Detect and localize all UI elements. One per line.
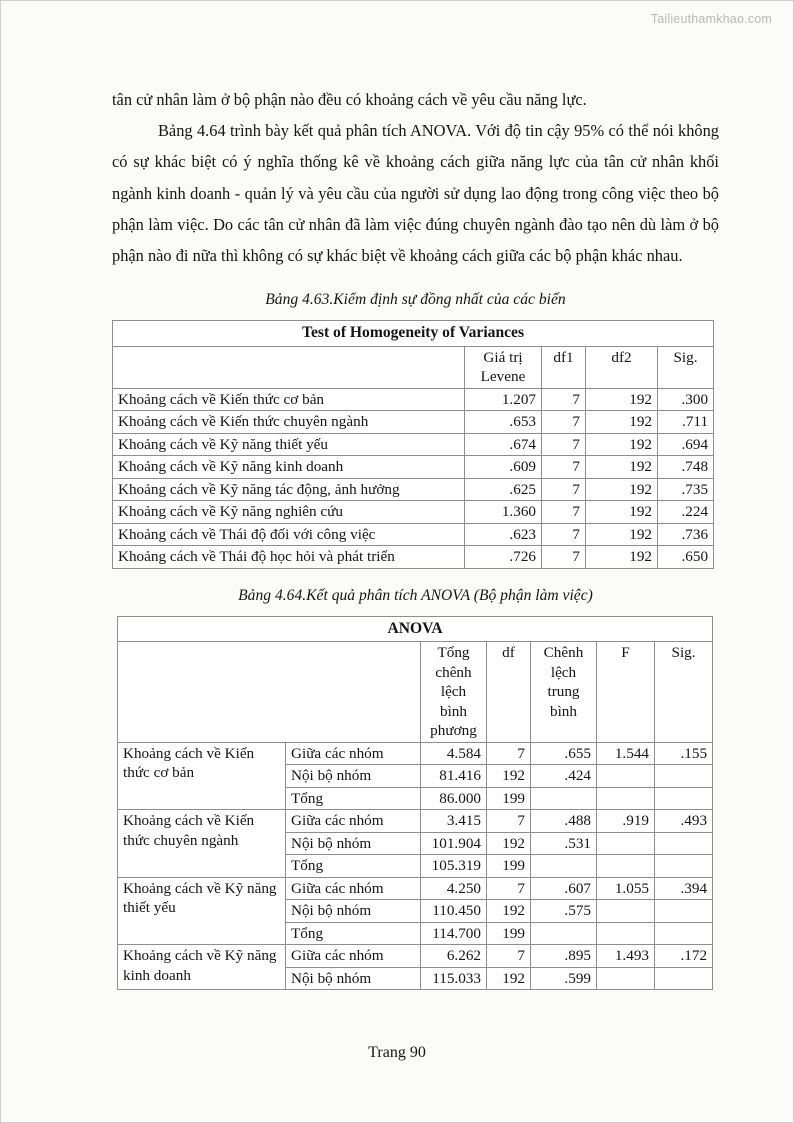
table2-col-f: F — [597, 642, 655, 743]
table2-row-sig: .493 — [655, 810, 713, 833]
table1-row-df1: 7 — [542, 433, 586, 456]
table2-row-df: 199 — [487, 787, 531, 810]
table1-row-levene: .625 — [465, 478, 542, 501]
table1-title: Test of Homogeneity of Variances — [113, 321, 714, 347]
table1-row-label: Khoảng cách về Thái độ đối với công việc — [113, 523, 465, 546]
table2-col-blank — [118, 642, 421, 743]
table2-row-source: Giữa các nhóm — [286, 945, 421, 968]
table2-row-f — [597, 922, 655, 945]
table-row — [118, 742, 713, 765]
table1-col-sig: Sig. — [658, 346, 714, 388]
table1-row-levene: .674 — [465, 433, 542, 456]
table2-row-f — [597, 765, 655, 788]
table2-row-ms — [531, 787, 597, 810]
table2-row-source: Nội bộ nhóm — [286, 765, 421, 788]
table2-row-sig: .394 — [655, 877, 713, 900]
table1-row-label: Khoảng cách về Kỹ năng tác động, ảnh hưởng — [113, 478, 465, 501]
table-row — [113, 523, 714, 546]
table1-row-levene: .653 — [465, 411, 542, 434]
table-row — [118, 877, 713, 900]
table2-row-f — [597, 900, 655, 923]
table1-row-label: Khoảng cách về Kỹ năng kinh doanh — [113, 456, 465, 479]
table2-group-label: Khoảng cách về Kiến thức cơ bản — [118, 742, 286, 810]
table1-caption: Bảng 4.63.Kiểm định sự đồng nhất của các biến — [265, 291, 566, 309]
table2-row-ss: 4.584 — [421, 742, 487, 765]
paragraph-anova-discussion: Bảng 4.64 trình bày kết quả phân tích ANOVA. Với độ tin cậy 95% có thể nói không có sự khác biệt có ý nghĩa thống kê về khoảng cách giữa năng lực của tân cử nhân khối ngành kinh doanh - quản lý và yêu cầu của người sử dụng lao động trong công việc theo bộ phận làm việc. Do các tân cử nhân đã làm việc đúng chuyên ngành đào tạo nên dù làm ở bộ phận nào đi nữa thì không có sự khác biệt về khoảng cách giữa các bộ phận khác nhau. — [112, 121, 719, 266]
paragraph-continuation: tân cử nhân làm ở bộ phận nào đều có khoảng cách về yêu cầu năng lực. — [112, 90, 587, 109]
table2-row-ms: .895 — [531, 945, 597, 968]
table2-col-df: df — [487, 642, 531, 743]
table1-row-df1: 7 — [542, 523, 586, 546]
table1-col-blank — [113, 346, 465, 388]
table2-row-f — [597, 832, 655, 855]
table2-row-ms: .424 — [531, 765, 597, 788]
table1-row-sig: .650 — [658, 546, 714, 569]
table2-row-sig — [655, 900, 713, 923]
table2-row-ss: 105.319 — [421, 855, 487, 878]
spacer — [112, 310, 719, 320]
table1-row-df1: 7 — [542, 411, 586, 434]
table2-row-ms: .607 — [531, 877, 597, 900]
table2-group-label: Khoảng cách về Kỹ năng thiết yếu — [118, 877, 286, 945]
table2-row-ss: 115.033 — [421, 967, 487, 990]
table2-header-row — [118, 642, 713, 743]
table1-row-df2: 192 — [586, 388, 658, 411]
table2-row-ms: .599 — [531, 967, 597, 990]
table2-row-sig — [655, 855, 713, 878]
table-row — [113, 501, 714, 524]
table2-row-source: Giữa các nhóm — [286, 810, 421, 833]
table2-row-source: Nội bộ nhóm — [286, 900, 421, 923]
table2-row-ms — [531, 922, 597, 945]
table-anova — [117, 616, 713, 991]
table1-row-sig: .748 — [658, 456, 714, 479]
table1-row-sig: .735 — [658, 478, 714, 501]
spacer — [112, 569, 719, 585]
table1-row-sig: .224 — [658, 501, 714, 524]
table2-row-f: .919 — [597, 810, 655, 833]
table1-row-df2: 192 — [586, 433, 658, 456]
watermark-text: Tailieuthamkhao.com — [650, 12, 772, 26]
table1-row-levene: .623 — [465, 523, 542, 546]
table2-row-ss: 101.904 — [421, 832, 487, 855]
table-row — [118, 945, 713, 968]
table2-row-df: 192 — [487, 832, 531, 855]
table2-row-ms: .531 — [531, 832, 597, 855]
table2-row-ss: 110.450 — [421, 900, 487, 923]
table2-row-source: Giữa các nhóm — [286, 877, 421, 900]
table2-col-sig: Sig. — [655, 642, 713, 743]
table1-col-levene: Giá trị Levene — [465, 346, 542, 388]
table-row — [113, 388, 714, 411]
table2-title: ANOVA — [118, 616, 713, 642]
table2-row-ms: .575 — [531, 900, 597, 923]
table2-row-source: Giữa các nhóm — [286, 742, 421, 765]
table2-row-df: 192 — [487, 900, 531, 923]
table1-title-row — [113, 321, 714, 347]
table1-row-sig: .300 — [658, 388, 714, 411]
table2-row-df: 7 — [487, 810, 531, 833]
table2-row-ss: 6.262 — [421, 945, 487, 968]
table2-row-f: 1.493 — [597, 945, 655, 968]
table2-col-mean-square: Chênh lệch trung bình — [531, 642, 597, 743]
table1-row-df2: 192 — [586, 478, 658, 501]
table2-row-f — [597, 967, 655, 990]
table1-row-label: Khoảng cách về Kỹ năng thiết yếu — [113, 433, 465, 456]
table1-row-label: Khoảng cách về Thái độ học hỏi và phát triển — [113, 546, 465, 569]
spacer — [112, 271, 719, 289]
table1-row-label: Khoảng cách về Kỹ năng nghiên cứu — [113, 501, 465, 524]
table1-row-df1: 7 — [542, 501, 586, 524]
table1-row-sig: .694 — [658, 433, 714, 456]
table1-row-df2: 192 — [586, 411, 658, 434]
table2-row-ms: .655 — [531, 742, 597, 765]
table1-row-df2: 192 — [586, 546, 658, 569]
table1-col-df2: df2 — [586, 346, 658, 388]
table2-row-sig: .172 — [655, 945, 713, 968]
table1-row-levene: .726 — [465, 546, 542, 569]
table2-row-df: 192 — [487, 765, 531, 788]
table2-row-ss: 114.700 — [421, 922, 487, 945]
table2-row-df: 7 — [487, 877, 531, 900]
table1-col-df1: df1 — [542, 346, 586, 388]
table-row — [113, 456, 714, 479]
page-footer: Trang 90 — [368, 1044, 426, 1061]
table2-row-sig: .155 — [655, 742, 713, 765]
table1-row-df1: 7 — [542, 478, 586, 501]
table1-row-df2: 192 — [586, 523, 658, 546]
table1-row-label: Khoảng cách về Kiến thức chuyên ngành — [113, 411, 465, 434]
table2-row-source: Nội bộ nhóm — [286, 832, 421, 855]
table1-row-levene: .609 — [465, 456, 542, 479]
table1-row-sig: .736 — [658, 523, 714, 546]
table-row — [118, 810, 713, 833]
table1-row-label: Khoảng cách về Kiến thức cơ bản — [113, 388, 465, 411]
table1-row-levene: 1.207 — [465, 388, 542, 411]
table-row — [113, 433, 714, 456]
table2-group-label: Khoảng cách về Kỹ năng kinh doanh — [118, 945, 286, 990]
table2-row-df: 7 — [487, 742, 531, 765]
table2-row-ss: 3.415 — [421, 810, 487, 833]
table1-row-sig: .711 — [658, 411, 714, 434]
table1-row-df1: 7 — [542, 388, 586, 411]
table2-row-sig — [655, 765, 713, 788]
table2-group-label: Khoảng cách về Kiến thức chuyên ngành — [118, 810, 286, 878]
table2-row-source: Nội bộ nhóm — [286, 967, 421, 990]
table2-row-source: Tổng — [286, 855, 421, 878]
table-homogeneity-of-variances — [112, 320, 714, 569]
spacer — [112, 606, 719, 616]
table2-row-ss: 4.250 — [421, 877, 487, 900]
table2-row-sig — [655, 787, 713, 810]
table1-row-df1: 7 — [542, 456, 586, 479]
table2-row-source: Tổng — [286, 922, 421, 945]
table-row — [113, 411, 714, 434]
table2-caption: Bảng 4.64.Kết quả phân tích ANOVA (Bộ phận làm việc) — [238, 586, 593, 604]
page-content — [112, 84, 719, 990]
table1-row-levene: 1.360 — [465, 501, 542, 524]
table-row — [113, 546, 714, 569]
table1-row-df1: 7 — [542, 546, 586, 569]
table2-row-ss: 81.416 — [421, 765, 487, 788]
table2-row-df: 199 — [487, 855, 531, 878]
table2-row-sig — [655, 832, 713, 855]
table2-row-f — [597, 787, 655, 810]
table2-row-f: 1.055 — [597, 877, 655, 900]
table2-row-sig — [655, 922, 713, 945]
table1-header-row — [113, 346, 714, 388]
table2-row-source: Tổng — [286, 787, 421, 810]
table2-row-df: 192 — [487, 967, 531, 990]
table2-col-sum-of-squares: Tổng chênh lệch bình phương — [421, 642, 487, 743]
table2-row-ms: .488 — [531, 810, 597, 833]
table2-row-ms — [531, 855, 597, 878]
table2-row-ss: 86.000 — [421, 787, 487, 810]
table2-row-df: 7 — [487, 945, 531, 968]
table-row — [113, 478, 714, 501]
table2-title-row — [118, 616, 713, 642]
table1-row-df2: 192 — [586, 456, 658, 479]
table2-row-f — [597, 855, 655, 878]
table2-row-f: 1.544 — [597, 742, 655, 765]
table1-row-df2: 192 — [586, 501, 658, 524]
table2-row-df: 199 — [487, 922, 531, 945]
table2-row-sig — [655, 967, 713, 990]
